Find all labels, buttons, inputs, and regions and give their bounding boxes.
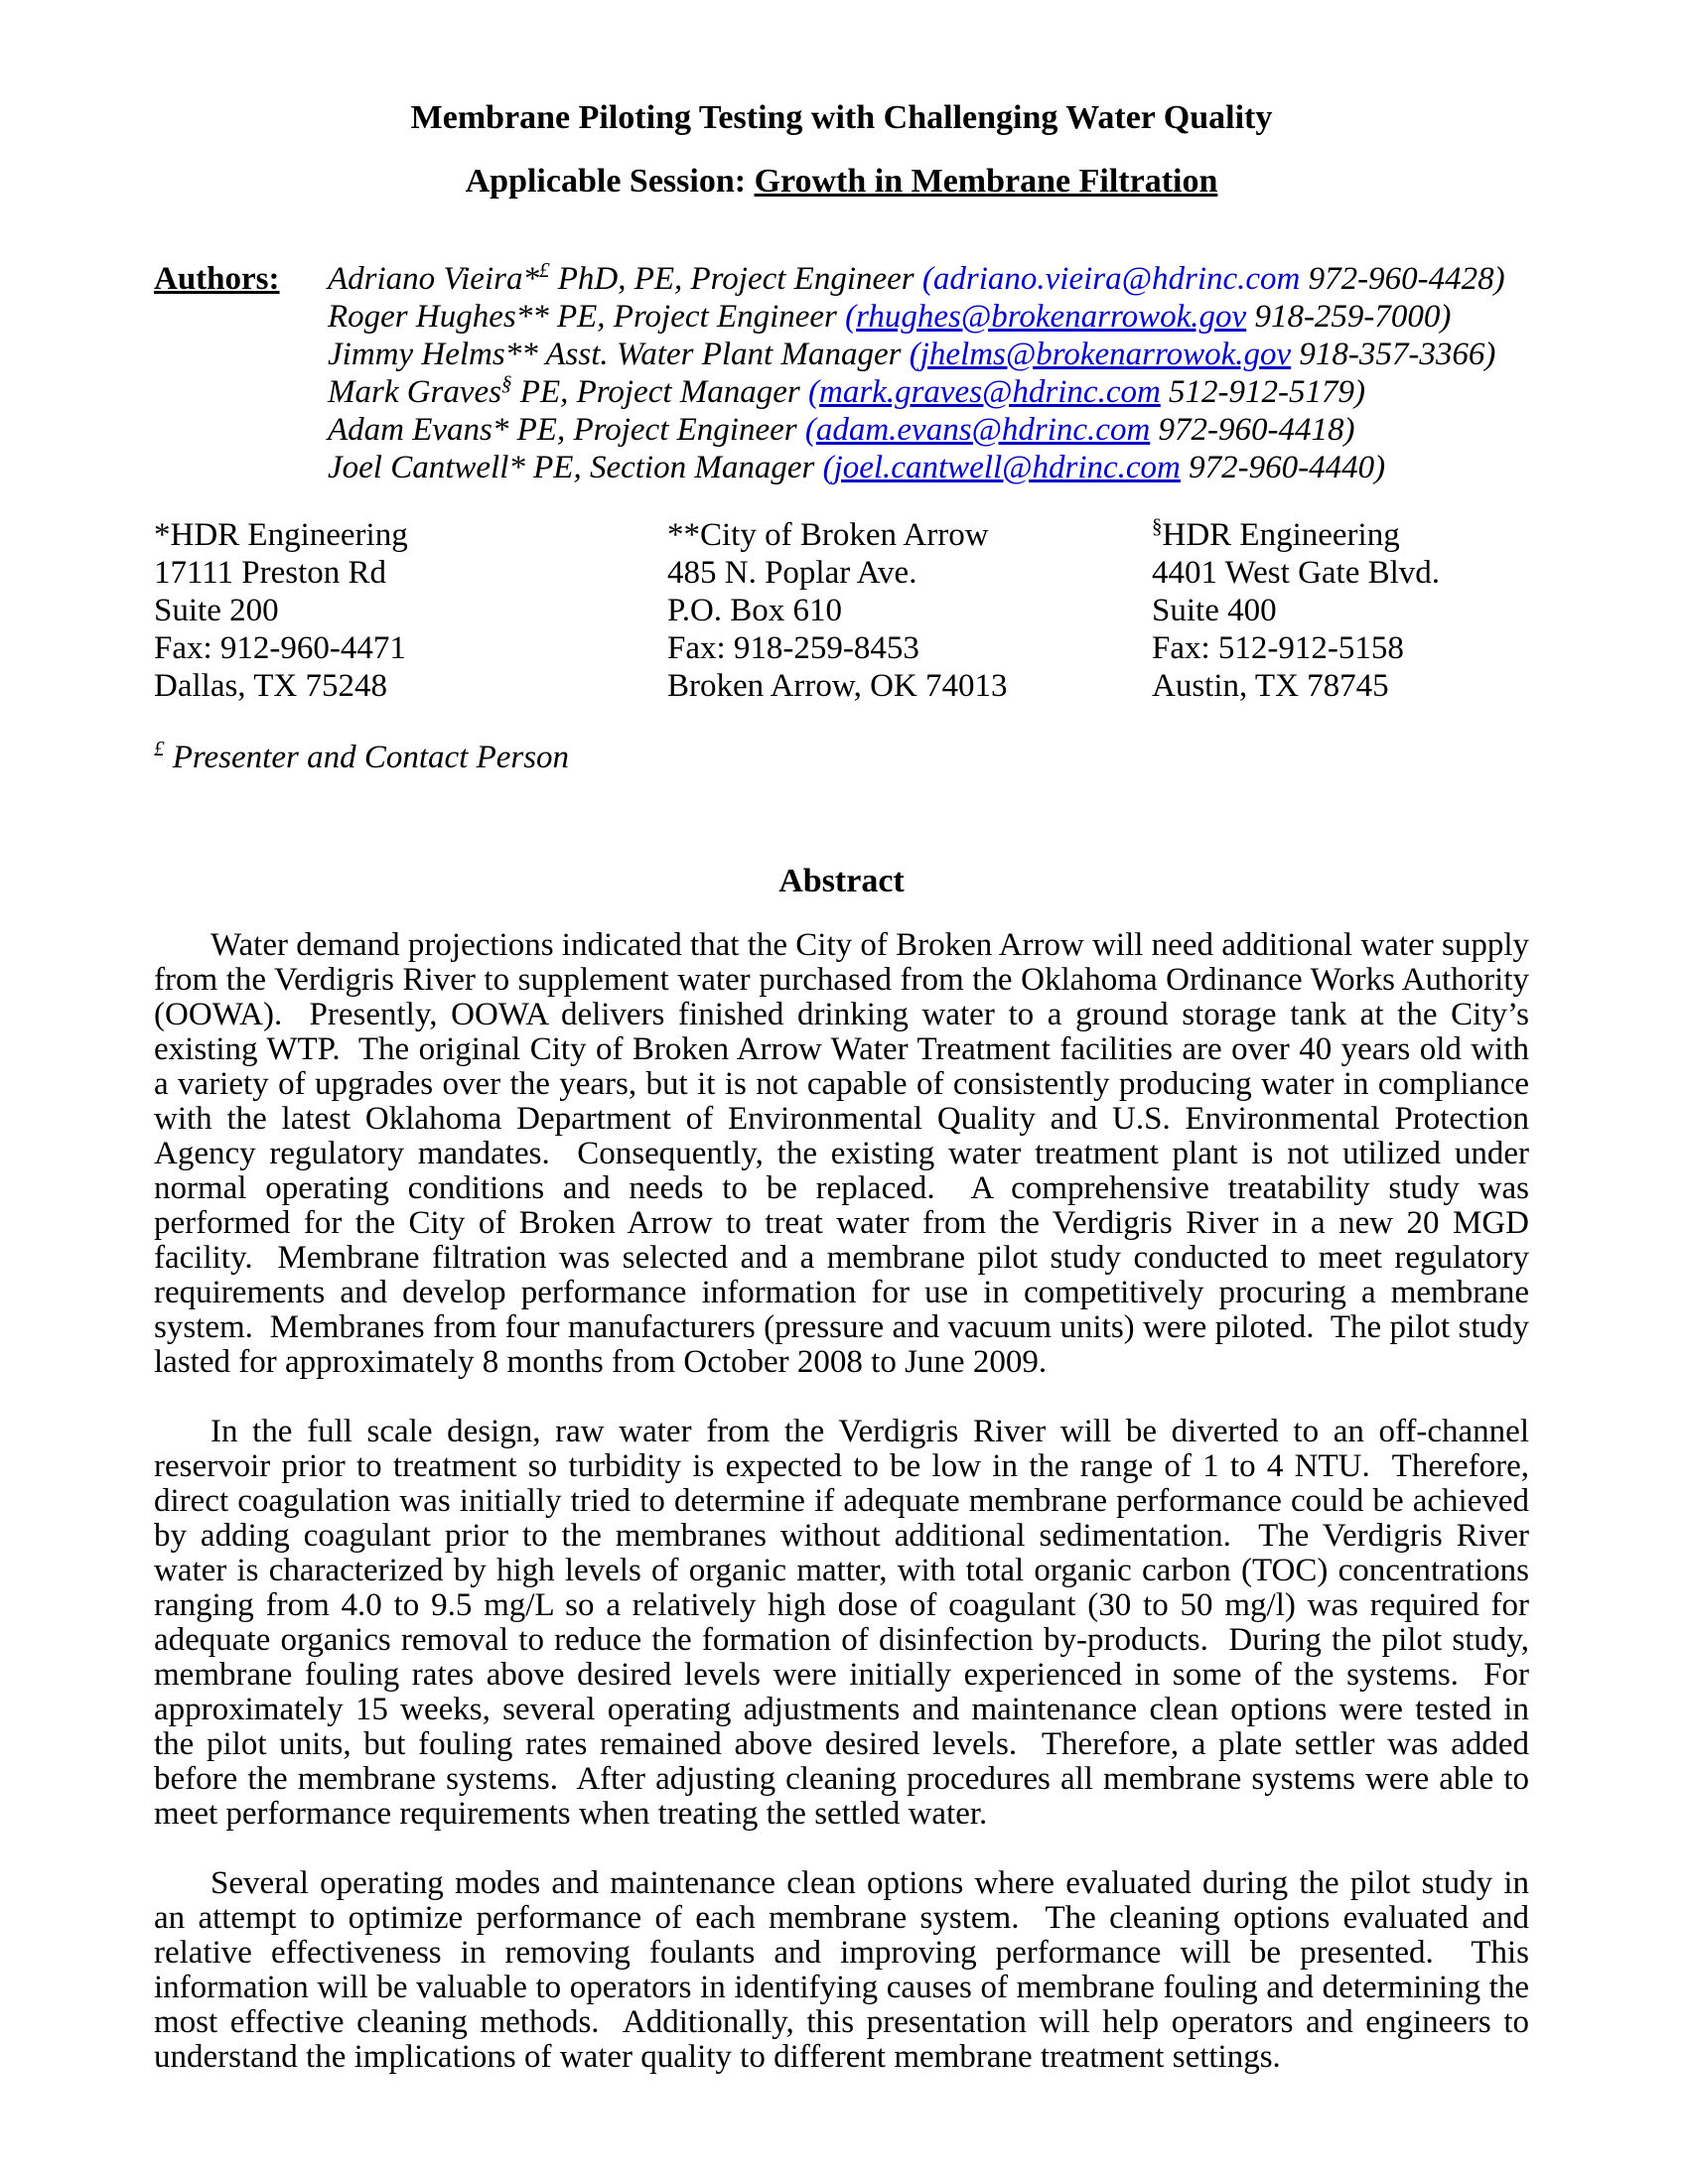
footnote-text: Presenter and Contact Person bbox=[164, 740, 570, 775]
session-label: Applicable Session: bbox=[465, 163, 755, 200]
address-line: *HDR Engineering bbox=[154, 517, 408, 553]
address-line: Fax: 912-960-4471 bbox=[154, 630, 406, 666]
author-superscript: § bbox=[501, 371, 512, 395]
author-name: Adam Evans* bbox=[328, 412, 509, 448]
paren-open: ( bbox=[804, 412, 816, 448]
address-line: Fax: 512-912-5158 bbox=[1152, 630, 1404, 666]
author-phone: 918-259-7000 bbox=[1246, 299, 1441, 335]
address-hdr-dallas bbox=[154, 516, 667, 705]
author-role: PE, Project Engineer bbox=[548, 299, 846, 335]
author-role: PhD, PE, Project Engineer bbox=[549, 261, 922, 297]
address-hdr-austin bbox=[1152, 516, 1529, 705]
author-superscript: £ bbox=[538, 258, 550, 282]
paren-close: ) bbox=[1440, 299, 1452, 335]
author-role: PE, Project Manager bbox=[511, 374, 808, 410]
paren-close: ) bbox=[1374, 450, 1386, 485]
author-phone: 972-960-4428 bbox=[1300, 261, 1494, 297]
email-link[interactable]: joel.cantwell@hdrinc.com bbox=[833, 450, 1181, 485]
author-name: Adriano Vieira* bbox=[328, 261, 539, 297]
address-line: Suite 400 bbox=[1152, 593, 1277, 628]
author-name: Roger Hughes** bbox=[328, 299, 549, 335]
paren-open: ( bbox=[808, 374, 819, 410]
address-line: 485 N. Poplar Ave. bbox=[667, 555, 917, 591]
address-line: Austin, TX 78745 bbox=[1152, 668, 1389, 704]
author-name: Mark Graves bbox=[328, 374, 502, 410]
address-line: Broken Arrow, OK 74013 bbox=[667, 668, 1008, 704]
presenter-footnote bbox=[154, 739, 1529, 776]
email-link[interactable]: adam.evans@hdrinc.com bbox=[815, 412, 1151, 448]
author-name: Joel Cantwell* bbox=[328, 450, 525, 485]
author-line bbox=[328, 373, 1529, 411]
address-line: Fax: 918-259-8453 bbox=[667, 630, 919, 666]
author-name: Jimmy Helms** bbox=[328, 337, 538, 372]
author-list bbox=[328, 260, 1529, 486]
author-role: Asst. Water Plant Manager bbox=[537, 337, 910, 372]
session-line bbox=[154, 163, 1529, 201]
authors-block bbox=[154, 260, 1529, 486]
email-link[interactable]: mark.graves@hdrinc.com bbox=[819, 374, 1161, 410]
author-line bbox=[328, 411, 1529, 449]
address-city-broken-arrow bbox=[667, 516, 1152, 705]
author-role: PE, Project Engineer bbox=[508, 412, 805, 448]
document-title: Membrane Piloting Testing with Challenging Water Quality bbox=[410, 99, 1273, 136]
abstract-heading: Abstract bbox=[778, 863, 905, 899]
email-link[interactable]: rhughes@brokenarrowok.gov bbox=[856, 299, 1247, 335]
address-line: Suite 200 bbox=[154, 593, 279, 628]
address-columns bbox=[154, 516, 1529, 705]
author-line bbox=[328, 336, 1529, 373]
abstract-paragraph-3: Several operating modes and maintenance clean options where evaluated during the pilot study in an attempt to optimize performance of each membrane system. The cleaning options evaluated and relative effectiveness in removing foulants and improving performance will be presented. This information will be valuable to operators in identifying causes of membrane fouling and determining the most effective cleaning methods. Additionally, this presentation will help operators and engineers to understand the implications of water quality to different membrane treatment settings. bbox=[154, 1865, 1538, 2075]
email-link[interactable]: jhelms@brokenarrowok.gov bbox=[919, 337, 1292, 372]
author-line bbox=[328, 260, 1529, 298]
author-phone: 512-912-5179 bbox=[1160, 374, 1355, 410]
author-phone: 972-960-4440 bbox=[1180, 450, 1375, 485]
pound-mark: £ bbox=[154, 737, 165, 760]
paren-open: ( bbox=[822, 450, 834, 485]
email-link[interactable]: adriano.vieira@hdrinc.com bbox=[932, 261, 1301, 297]
section-mark: § bbox=[1152, 514, 1163, 538]
author-line bbox=[328, 449, 1529, 486]
session-value: Growth in Membrane Filtration bbox=[754, 163, 1218, 200]
address-line: §HDR Engineering bbox=[1152, 514, 1400, 553]
author-role: PE, Section Manager bbox=[524, 450, 823, 485]
paren-open: ( bbox=[909, 337, 920, 372]
address-line: 4401 West Gate Blvd. bbox=[1152, 555, 1441, 591]
paren-close: ) bbox=[1343, 412, 1355, 448]
address-line: **City of Broken Arrow bbox=[667, 517, 989, 553]
paren-open: ( bbox=[845, 299, 857, 335]
address-line: 17111 Preston Rd bbox=[154, 555, 387, 591]
paren-close: ) bbox=[1354, 374, 1366, 410]
authors-label: Authors: bbox=[154, 261, 280, 297]
paren-close: ) bbox=[1493, 261, 1505, 297]
abstract-paragraph-1: Water demand projections indicated that the City of Broken Arrow will need additional water supply from the Verdigris River to supplement water purchased from the Oklahoma Ordinance Works Authority (OOWA). Presently, OOWA delivers finished drinking water to a ground storage tank at the City’s existing WTP. The original City of Broken Arrow Water Treatment facilities are over 40 years old with a variety of upgrades over the years, but it is not capable of consistently producing water in compliance with the latest Oklahoma Department of Environmental Quality and U.S. Environmental Protection Agency regulatory mandates. Consequently, the existing water treatment plant is not utilized under normal operating conditions and needs to be replaced. A comprehensive treatability study was performed for the City of Broken Arrow to treat water from the Verdigris River in a new 20 MGD facility. Membrane filtration was selected and a membrane pilot study conducted to meet regulatory requirements and develop performance information for use in competitively procuring a membrane system. Membranes from four manufacturers (pressure and vacuum units) were piloted. The pilot study lasted for approximately 8 months from October 2008 to June 2009. bbox=[154, 927, 1538, 1380]
paren-open: ( bbox=[921, 261, 933, 297]
abstract-paragraph-2: In the full scale design, raw water from the Verdigris River will be diverted to an off-channel reservoir prior to treatment so turbidity is expected to be low in the range of 1 to 4 NTU. Therefore, direct coagulation was initially tried to determine if adequate membrane performance could be achieved by adding coagulant prior to the membranes without additional sedimentation. The Verdigris River water is characterized by high levels of organic matter, with total organic carbon (TOC) concentrations ranging from 4.0 to 9.5 mg/L so a relatively high dose of coagulant (30 to 50 mg/l) was required for adequate organics removal to reduce the formation of disinfection by-products. During the pilot study, membrane fouling rates above desired levels were initially experienced in some of the systems. For approximately 15 weeks, several operating adjustments and maintenance clean options were tested in the pilot units, but fouling rates remained above desired levels. Therefore, a plate settler was added before the membrane systems. After adjusting cleaning procedures all membrane systems were able to meet performance requirements when treating the settled water. bbox=[154, 1414, 1538, 1832]
author-phone: 918-357-3366 bbox=[1291, 337, 1485, 372]
author-phone: 972-960-4418 bbox=[1150, 412, 1344, 448]
address-line: P.O. Box 610 bbox=[667, 593, 843, 628]
paren-close: ) bbox=[1484, 337, 1496, 372]
author-line bbox=[328, 298, 1529, 336]
address-line: Dallas, TX 75248 bbox=[154, 668, 387, 704]
